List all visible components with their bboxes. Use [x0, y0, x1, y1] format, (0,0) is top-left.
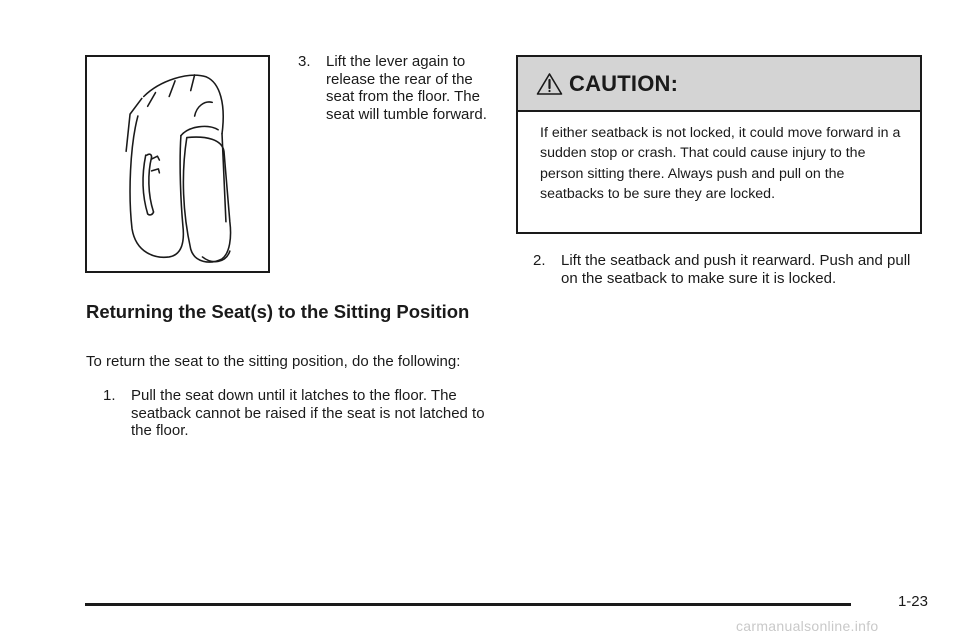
caution-header: [518, 57, 920, 112]
step-3-number: 3.: [298, 53, 311, 70]
watermark: carmanualsonline.info: [736, 618, 879, 634]
caution-box: [516, 55, 922, 234]
step-1: [103, 387, 498, 440]
step-2-number: 2.: [533, 252, 546, 269]
step-2: [533, 252, 928, 287]
folded-seat-icon: [87, 57, 268, 271]
step-3-text: Lift the lever again to release the rear of the seat from the floor. The seat will tumble forward.: [326, 53, 487, 123]
section-heading: Returning the Seat(s) to the Sitting Position: [86, 301, 470, 322]
step-1-number: 1.: [103, 387, 116, 404]
footer-rule: [85, 603, 851, 606]
step-1-text: Pull the seat down until it latches to the floor. The seatback cannot be raised if the seat is not latched to the floor.: [131, 387, 485, 440]
warning-triangle-icon: [536, 72, 563, 96]
step-2-text: Lift the seatback and push it rearward. Push and pull on the seatback to make sure it is locked.: [561, 252, 911, 287]
step-3: [298, 53, 498, 123]
page-number: 1-23: [897, 593, 928, 610]
caution-body: If either seatback is not locked, it could move forward in a sudden stop or crash. That could cause injury to the person sitting there. Always push and pull on the seatbacks to be sure they are locked.: [540, 125, 901, 202]
seat-illustration: [85, 55, 270, 273]
section-intro: To return the seat to the sitting position, do the following:: [86, 353, 461, 370]
caution-title: CAUTION:: [569, 70, 679, 96]
